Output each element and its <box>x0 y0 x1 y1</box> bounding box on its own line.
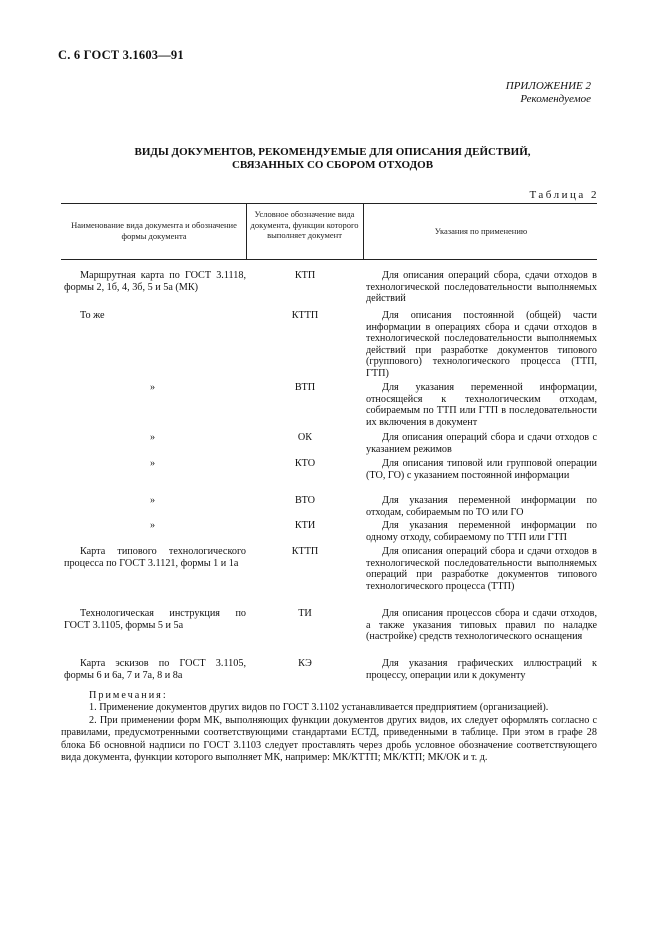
row-doc-code: КТТП <box>291 546 319 557</box>
row-doc-code: ТИ <box>298 608 312 619</box>
column-header-name: Наименование вида документа и обозначение формы документа <box>71 220 237 241</box>
row-doc-name: Карта типового технологического процесса по ГОСТ 3.1121, формы 1 и 1а <box>64 546 246 569</box>
row-doc-name: Карта эскизов по ГОСТ 3.1105, формы 6 и 6а, 7 и 7а, 8 и 8а <box>64 658 246 681</box>
row-doc-code: КЭ <box>298 658 312 669</box>
row-usage: Для указания переменной информации по одному отходу, собираемому по ТТП или ГТП <box>366 520 597 543</box>
row-doc-code: ВТП <box>294 382 316 393</box>
document-title <box>60 146 605 172</box>
row-usage: Для описания типовой или групповой операции (ТО, ГО) с указанием постоянной информации <box>366 458 597 481</box>
appendix-status: Рекомендуемое <box>520 93 591 105</box>
row-doc-name: Маршрутная карта по ГОСТ 3.1118, формы 2, 1б, 4, 3б, 5 и 5а (МК) <box>64 270 246 293</box>
row-usage: Для описания постоянной (общей) части информации в операциях сбора и сдачи отходов в технологической последовательности выполняемых действий при разработке документов типового (группового) технологического процесса (ТТП, ГТП) <box>366 310 597 379</box>
row-doc-name: » <box>150 432 156 443</box>
column-header-code: Условное обозначение вида документа, функции которого выполняет документ <box>250 209 359 240</box>
row-doc-name: То же <box>80 310 105 321</box>
row-usage: Для описания процессов сбора и сдачи отходов, а также указания типовых правил по наладке (настройке) средств технологического оснащения <box>366 608 597 643</box>
row-usage: Для описания операций сбора и сдачи отходов в технологической последовательности выполняемых операций при разработке документов типового технологического процесса (ТТП) <box>366 546 597 592</box>
row-doc-name: Технологическая инструкция по ГОСТ 3.1105, формы 5 и 5а <box>64 608 246 631</box>
column-header-usage: Указания по применению <box>434 226 528 236</box>
notes-section <box>61 690 597 764</box>
page-header: С. 6 ГОСТ 3.1603—91 <box>58 48 184 62</box>
row-usage: Для указания переменной информации по отходам, собираемым по ТО или ГО <box>366 495 597 518</box>
row-doc-code: КТИ <box>294 520 316 531</box>
row-doc-name: » <box>150 495 156 506</box>
row-doc-name: » <box>150 520 156 531</box>
row-doc-code: ОК <box>297 432 313 443</box>
table-header-rule <box>61 259 597 260</box>
column-divider-1 <box>246 203 247 259</box>
row-doc-name: » <box>150 382 156 393</box>
column-divider-2 <box>363 203 364 259</box>
table-number: Таблица 2 <box>529 189 599 201</box>
title-line-1: ВИДЫ ДОКУМЕНТОВ, РЕКОМЕНДУЕМЫЕ ДЛЯ ОПИСАНИЯ ДЕЙСТВИЙ, <box>134 146 531 158</box>
row-doc-code: КТТП <box>291 310 319 321</box>
note-item: 2. При применении форм МК, выполняющих функции документов других видов, их следует оформлять согласно с правилами, предусмотренными соответствующими стандартами ЕСТД, приведенными в таблице. При этом в графе 28 блока Б6 основной надписи по ГОСТ 3.1103 следует проставлять через дробь условное обозначение соответствующего вида документа, функции которого выполняет МК, например: МК/КТТП; МК/КТП; МК/ОК и т. д. <box>61 714 597 764</box>
title-line-2: СВЯЗАННЫХ СО СБОРОМ ОТХОДОВ <box>231 159 434 171</box>
notes-label: Примечания: <box>89 690 168 701</box>
row-usage: Для указания переменной информации, относящейся к технологическим отходам, собираемым по ТТП или ГТП в последовательности их включения в документ <box>366 382 597 428</box>
row-usage: Для указания графических иллюстраций к процессу, операции или к документу <box>366 658 597 681</box>
row-usage: Для описания операций сбора и сдачи отходов с указанием режимов <box>366 432 597 455</box>
row-doc-code: ВТО <box>294 495 316 506</box>
row-doc-code: КТО <box>294 458 316 469</box>
row-doc-name: » <box>150 458 156 469</box>
row-usage: Для описания операций сбора, сдачи отходов в технологической последовательности выполняемых действий <box>366 270 597 305</box>
note-item: 1. Применение документов других видов по ГОСТ 3.1102 устанавливается предприятием (организацией). <box>89 702 549 714</box>
table-top-rule <box>61 203 597 204</box>
row-doc-code: КТП <box>294 270 316 281</box>
appendix-block <box>506 80 591 106</box>
appendix-label: ПРИЛОЖЕНИЕ 2 <box>505 80 591 92</box>
